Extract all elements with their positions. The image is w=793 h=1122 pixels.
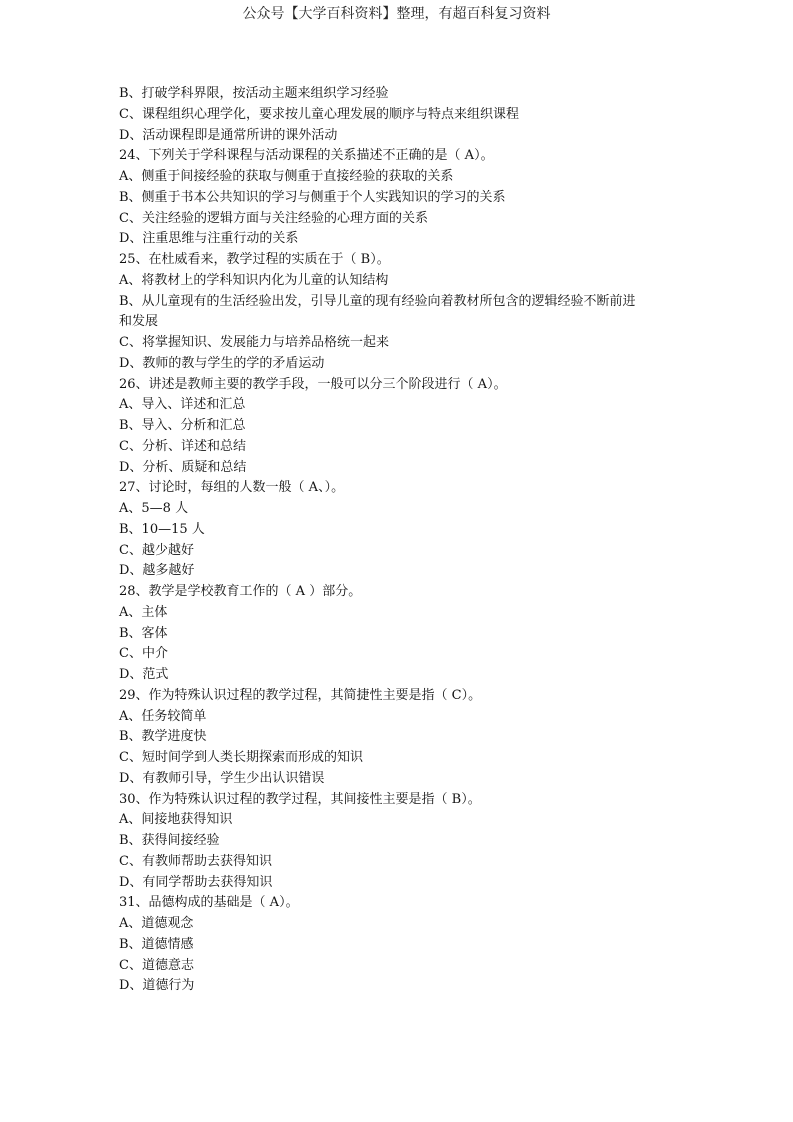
document-body (119, 84, 679, 997)
option-line: A、侧重于间接经验的获取与侧重于直接经验的获取的关系 (119, 169, 454, 184)
option-line: B、侧重于书本公共知识的学习与侧重于个人实践知识的学习的关系 (119, 189, 506, 205)
question-line: 27、讨论时，每组的人数一般（ A、）。 (119, 480, 345, 496)
text-line: B、打破学科界限，按活动主题来组织学习经验 (119, 86, 389, 101)
option-line: B、教学进度快 (119, 729, 207, 745)
option-line: B、客体 (119, 625, 168, 641)
text-line: C、课程组织心理学化，要求按儿童心理发展的顺序与特点来组织课程 (119, 106, 519, 122)
option-line: D、分析、质疑和总结 (119, 459, 247, 475)
option-line: A、将教材上的学科知识内化为儿童的认知结构 (119, 272, 389, 288)
option-line: D、注重思维与注重行动的关系 (119, 231, 299, 247)
option-line: C、中介 (119, 646, 168, 662)
text-line: D、活动课程即是通常所讲的课外活动 (119, 127, 338, 143)
option-line: C、越少越好 (119, 542, 194, 558)
option-line: B、从儿童现有的生活经验出发，引导儿童的现有经验向着教材所包含的逻辑经验不断前进 (119, 293, 636, 309)
option-line: A、导入、详述和汇总 (119, 397, 246, 413)
question-line: 31、品德构成的基础是（ A）。 (119, 895, 299, 911)
question-line: 29、作为特殊认识过程的教学过程，其简捷性主要是指（ C）。 (119, 687, 482, 703)
option-line: C、有教师帮助去获得知识 (119, 853, 272, 869)
option-line: C、将掌握知识、发展能力与培养品格统一起来 (119, 335, 389, 350)
option-line: B、导入、分析和汇总 (119, 418, 246, 433)
option-line: C、道德意志 (119, 957, 194, 973)
option-line: D、越多越好 (119, 563, 195, 579)
option-line: C、短时间学到人类长期探索而形成的知识 (119, 750, 363, 765)
page-header: 公众号【大学百科资料】整理，有超百科复习资料 (242, 6, 551, 22)
option-line: B、10—15 人 (119, 521, 205, 537)
question-line: 24、下列关于学科课程与活动课程的关系描述不正确的是（ A）。 (119, 148, 494, 164)
option-line: D、道德行为 (119, 978, 195, 994)
question-line: 25、在杜威看来，教学过程的实质在于（ B）。 (119, 252, 390, 267)
option-line: C、分析、详述和总结 (119, 438, 246, 454)
option-line: D、有同学帮助去获得知识 (119, 874, 273, 890)
option-line: D、范式 (119, 667, 169, 682)
option-line: A、主体 (119, 604, 168, 620)
option-line: D、有教师引导，学生少出认识错误 (119, 770, 325, 786)
question-line: 30、作为特殊认识过程的教学过程，其间接性主要是指（ B）。 (119, 791, 481, 807)
question-line: 26、讲述是教师主要的教学手段，一般可以分三个阶段进行（ A）。 (119, 376, 507, 392)
question-line: 28、教学是学校教育工作的（ A ）部分。 (119, 584, 362, 599)
option-line-continuation: 和发展 (119, 314, 159, 330)
option-line: A、5—8 人 (119, 501, 189, 516)
option-line: B、道德情感 (119, 936, 194, 952)
option-line: A、间接地获得知识 (119, 812, 233, 828)
option-line: C、关注经验的逻辑方面与关注经验的心理方面的关系 (119, 210, 428, 226)
option-line: D、教师的教与学生的学的矛盾运动 (119, 355, 325, 371)
option-line: B、获得间接经验 (119, 833, 220, 848)
option-line: A、道德观念 (119, 916, 194, 931)
option-line: A、任务较简单 (119, 708, 207, 724)
